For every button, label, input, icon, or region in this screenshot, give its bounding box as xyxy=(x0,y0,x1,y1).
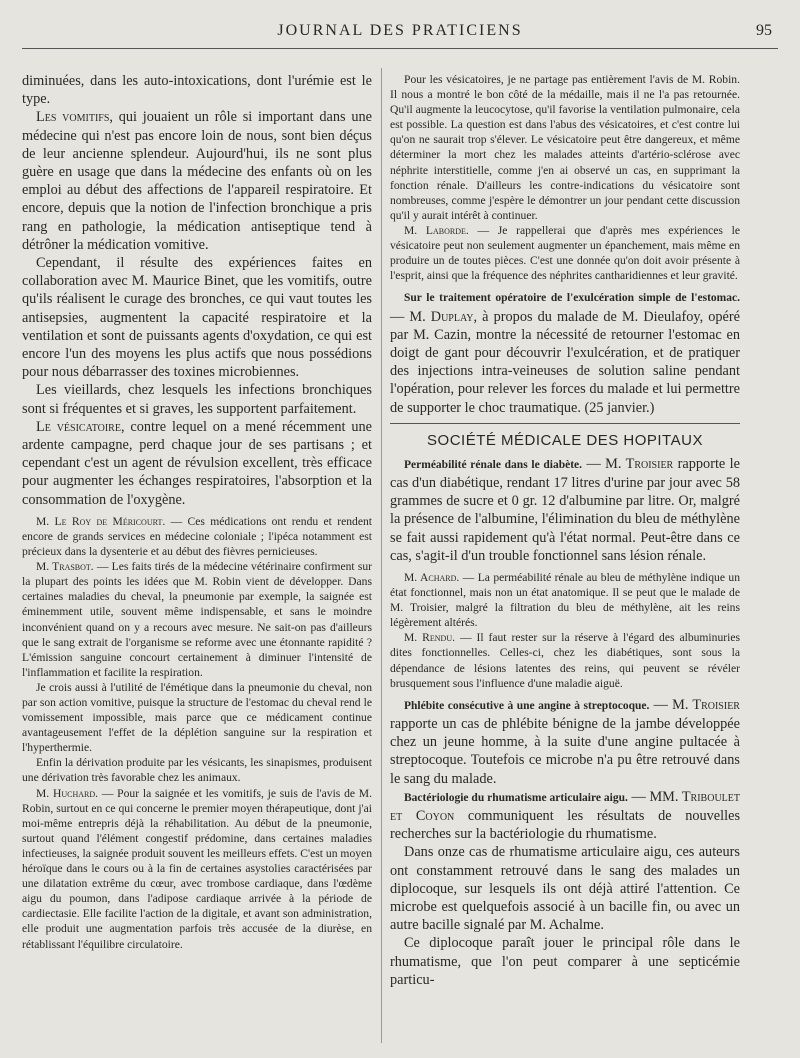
paragraph xyxy=(22,254,372,381)
paragraph-text: — Je rappellerai que d'après mes expériences le vésicatoire peut non seulement augmenter un épanchement, mais même en produire un de toutes pièces. C'est une donnée qu'on doit avoir présente à l'esprit, ainsi que la fréquence des néphrites cantharidiennes et leur gravité. xyxy=(390,223,740,283)
paragraph-text: Cependant, il résulte des expériences faites en collaboration avec M. Maurice Binet, que les vomitifs, outre qu'ils réalisent le curage des bronches, ce qui vaut toutes les antisepsies, augmentent la capacité respiratoire et la ventilation et sont de puissants agents d'oxydation, ce qui est encore l'un des moyens les plus actifs que nous possédions pour nous débarrasser des toxines microbiennes. xyxy=(22,255,372,381)
paragraph-text: — Ces médications ont rendu et rendent encore de grands services en médecine coloniale ; l'ipéca notamment est précieux dans la dysenterie et au début des fièvres pernicieuses. xyxy=(22,514,372,559)
paragraph xyxy=(22,786,372,952)
paragraph-text: Je crois aussi à l'utilité de l'émétique dans la pneumonie du cheval, non par son action vomitive, puisque la structure de l'estomac du cheval rend le vomissement impossible, mais parce que ce médicament continue avantageusement l'effet de la déplétion sanguine sur la respiration et l'hyperthermie. xyxy=(22,680,372,755)
paragraph xyxy=(22,559,372,680)
speaker-name: M. Huchard. xyxy=(36,786,99,800)
page-number: 95 xyxy=(756,22,772,39)
paragraph-text: diminuées, dans les auto-intoxications, dont l'urémie est le type. xyxy=(22,73,372,108)
speaker-name: M. Trasbot. xyxy=(36,560,94,574)
speaker-name: M. Laborde. xyxy=(404,223,469,237)
paragraph xyxy=(22,755,372,785)
paragraph-text: Dans onze cas de rhumatisme articulaire aigu, ces auteurs ont constamment retrouvé dans le sang des malades un diplocoque, sur lesquels ils ont déjà attiré l'attention. Ce microbe est quelquefois associé à un bacille fin, ou avec un autre bacille signalé par M. Achalme. xyxy=(390,844,740,934)
paragraph-text: Ce diplocoque paraît jouer le principal rôle dans le rhumatisme, que l'on peut comparer à une septicémie particu- xyxy=(390,935,740,988)
paragraph-text: rapporte le cas d'un diabétique, rendant 17 litres d'urine par jour avec 58 grammes de sucre et 0 gr. 12 d'albumine par litre. Or, malgré la présence de l'albumine, l'élimination du bleu de méthylène se fait aussi rapidement qu'à l'état normal. Peut-être dans ce cas, s'agit-il d'un trouble fonctionnel sans lésion rénale. xyxy=(390,455,740,564)
speaker-name: — M. Troisier xyxy=(582,455,674,472)
paragraph xyxy=(22,72,372,108)
section-separator xyxy=(390,423,740,424)
paragraph-heading: Bactériologie du rhumatisme articulaire aigu. xyxy=(404,791,628,804)
section-title: SOCIÉTÉ MÉDICALE DES HOPITAUX xyxy=(427,431,703,449)
paragraph xyxy=(390,72,740,223)
paragraph-text: contre lequel on a mené récemment une ardente campagne, perd chaque jour de ses partisans ; et cependant c'est un agent de révulsion excellent, très efficace pour augmenter les échanges respiratoires, l'absorption et la consommation de l'oxygène. xyxy=(22,418,372,508)
paragraph-text: — Les faits tirés de la médecine vétérinaire confirment sur la plupart des points les idées que M. Robin vient de développer. Dans certaines maladies du cheval, la pneumonie par exemple, la saignée est éminemment utile, souvent même indispensable, et sans le moindre inconvénient quand on y a recours avec mesure. Ne sait-on pas d'ailleurs que le sang extrait de l'organisme se reforme avec une étonnante rapidité ? L'émission sanguine concourt certainement à diminuer l'intensité de l'inflammation et facilite la respiration. xyxy=(22,560,372,679)
right-column-top xyxy=(390,72,740,417)
right-column xyxy=(390,72,740,989)
paragraph xyxy=(22,381,372,417)
paragraph-text: communiquent les résultats de nouvelles recherches sur la bactériologie du rhumatisme. xyxy=(390,807,741,843)
paragraph xyxy=(22,680,372,755)
paragraph xyxy=(22,514,372,559)
paragraph xyxy=(390,630,740,690)
paragraph xyxy=(22,108,372,254)
paragraph xyxy=(390,696,740,788)
paragraph xyxy=(390,934,740,989)
paragraph xyxy=(22,418,372,509)
paragraph xyxy=(390,455,740,565)
speaker-name: Les vomitifs, xyxy=(36,109,113,126)
left-column xyxy=(22,72,372,952)
paragraph-text: Les vieillards, chez lesquels les infections bronchiques sont si fréquentes et si graves, les supportent parfaitement. xyxy=(22,382,372,417)
paragraph-text: — Pour la saignée et les vomitifs, je suis de l'avis de M. Robin, surtout en ce qui concerne le premier moyen thérapeutique, dont j'ai moi-même entrepris déjà la réhabilitation. Au début de la pneumonie, surtout quand l'élément congestif prédomine, dans certaines maladies infectieuses, la saignée produit souvent les meilleurs effets. C'est un moyen héroïque dans le cours ou à la fin de certaines asystolies caractérisées par une dilatation extrême du cœur, avec trombose cardiaque, dans l'œdème aigu du poumon, dans l'adipose cardiaque arrivée à la période de cardiectasie. Elle facilite l'action de la digitale, et avant son administration, elle produit une augmentation parfois très accusée de la diurèse, en rétablissant l'équilibre circulatoire. xyxy=(22,786,372,951)
journal-title: JOURNAL DES PRATICIENS xyxy=(277,22,523,39)
page-header xyxy=(22,22,778,44)
speaker-name: — M. Troisier xyxy=(649,696,740,713)
speaker-name: — M. Duplay, xyxy=(390,308,478,325)
paragraph-text: — La perméabilité rénale au bleu de méthylène indique un état fonctionnel, mais non un état anatomique. Il se peut que le malade de M. Troisier, malgré la filtration du bleu de méthylène, ait les reins légèrement altérés. xyxy=(390,570,740,630)
header-rule xyxy=(22,48,778,49)
paragraph xyxy=(390,570,740,630)
paragraph xyxy=(390,288,740,416)
paragraph-text: à propos du malade de M. Dieulafoy, opéré par M. Cazin, montre la nécessité de retourner l'estomac en doigt de gant pour découvrir l'exulcération, et de pratiquer des injections intra-veineuses de solution saline pendant l'opération, pour relever les forces du malade et lui permettre de supporter le choc traumatique. (25 janvier.) xyxy=(390,308,740,416)
speaker-name: Le vésicatoire, xyxy=(36,418,125,435)
paragraph-text: — Il faut rester sur la réserve à l'égard des albuminuries dites fonctionnelles. Celles-ci, chez les diabétiques, sont sous la dépendance de lésions latentes des reins, qui peuvent se révéler brusquement sous l'influence d'une maladie aiguë. xyxy=(390,631,740,690)
paragraph xyxy=(390,843,740,934)
paragraph-heading: Sur le traitement opératoire de l'exulcération simple de l'estomac. xyxy=(404,292,740,305)
speaker-name: — MM. Triboulet et Coyon xyxy=(390,788,740,824)
speaker-name: M. Rendu. xyxy=(404,631,455,645)
speaker-name: M. Le Roy de Méricourt. xyxy=(36,514,166,528)
right-column-bottom xyxy=(390,455,740,989)
paragraph-text: Enfin la dérivation produite par les vésicants, les sinapismes, produisent une dérivation très favorable chez les animaux. xyxy=(22,756,372,785)
paragraph xyxy=(390,223,740,283)
speaker-name: M. Achard. xyxy=(404,570,460,584)
column-divider xyxy=(381,68,382,1043)
paragraph-heading: Phlébite consécutive à une angine à streptocoque. xyxy=(404,699,650,712)
paragraph-text: rapporte un cas de phlébite bénigne de la jambe développée chez un jeune homme, à la suite d'une angine pultacée à streptocoque. Toutefois ce microbe n'a pu être retrouvé dans le sang du malade. xyxy=(390,715,740,787)
paragraph-text: qui jouaient un rôle si important dans une médecine qui n'est pas encore loin de nous, sont bien déçus de leur ancienne splendeur. Aujourd'hui, ils ne sont plus guère en usage que dans la médecine des enfants où on les emploi au début des affections de l'appareil respiratoire. Et encore, depuis que la notion de l'infection bronchique a pris rang en pathologie, la médication antiseptique tend à détrôner la médication vomitive. xyxy=(22,109,372,253)
paragraph-text: Pour les vésicatoires, je ne partage pas entièrement l'avis de M. Robin. Il nous a montré le bon côté de la médaille, mais il ne l'a pas retournée. Qu'il augmente la leucocytose, qu'il favorise la ventilation pulmonaire, cela est possible. La question est dans l'abus des vésicatoires, et c'est contre lui qu'on ne saurait trop s'élever. Le vésicatoire peut être dangereux, et même déterminer la mort chez les malades atteints d'artério-sclérose avec néphrite interstitielle, comme j'en ai observé un cas, en supprimant la fonction rénale. D'ailleurs les contre-indications du vésicatoire sont nombreuses, comme j'espère le démontrer un jour pendant cette discussion qu'il y aurait intérêt à continuer. xyxy=(390,73,740,222)
paragraph xyxy=(390,788,740,844)
paragraph-heading: Perméabilité rénale dans le diabète. xyxy=(404,458,583,471)
